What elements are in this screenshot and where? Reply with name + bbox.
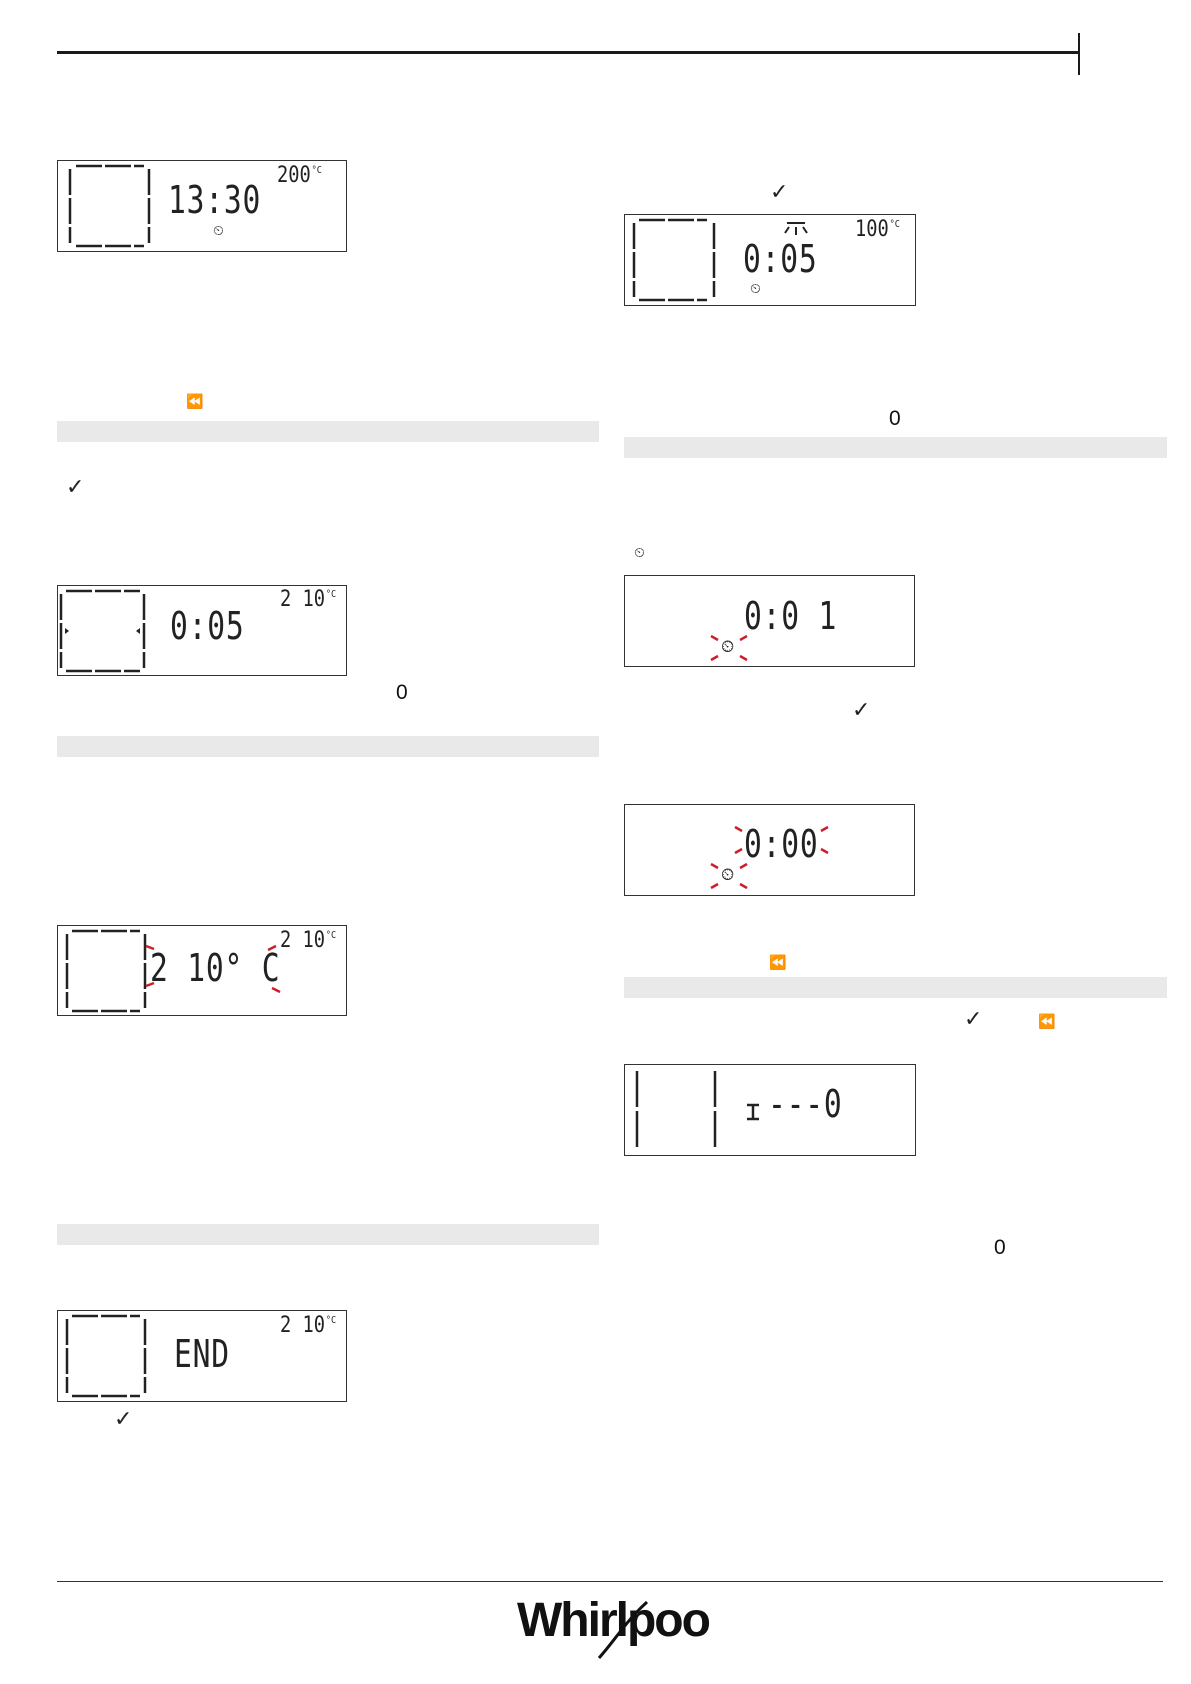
check-icon: ✓ — [770, 179, 789, 204]
lcd-main-readout: 0:00 — [744, 822, 819, 866]
timer-icon: ⏲ — [721, 865, 735, 884]
section-band-2 — [57, 736, 599, 757]
rewind-icon: ⏪ — [1038, 1013, 1056, 1029]
bottom-rule — [57, 1581, 1163, 1582]
top-tick — [1078, 33, 1080, 75]
lcd-temperature: 2 $10^{^\circ C}$ — [280, 928, 337, 953]
check-icon: ✓ — [66, 474, 85, 499]
lcd-display-end — [57, 1310, 347, 1402]
lcd-main-readout: 0:05 — [170, 604, 245, 648]
section-band-4 — [624, 437, 1167, 458]
lcd-display-delayed-start — [624, 214, 916, 306]
section-band-5 — [624, 977, 1167, 998]
lcd-display-setting — [624, 1064, 916, 1156]
rewind-icon: ⏪ — [769, 954, 787, 970]
check-icon: ✓ — [964, 1006, 983, 1031]
lcd-display-timer-set — [624, 575, 915, 667]
top-rule — [57, 51, 1079, 54]
lcd-temperature: 2 $10^{^\circ C}$ — [280, 1313, 337, 1338]
zero-glyph: 0 — [994, 1236, 1006, 1259]
lcd-display-temperature-setting — [57, 925, 347, 1016]
lcd-temperature: $200^{^\circ C}$ — [277, 163, 322, 188]
section-band-3 — [57, 1224, 599, 1245]
check-icon: ✓ — [114, 1406, 133, 1431]
whirlpool-logo — [515, 1590, 711, 1660]
timer-icon: ⏲ — [634, 544, 645, 560]
lcd-main-readout: END — [174, 1332, 230, 1376]
lcd-main-readout: ---0 — [768, 1082, 843, 1126]
lcd-temperature: $100^{^\circ C}$ — [855, 217, 900, 242]
clock-icon: ⏲ — [750, 280, 761, 296]
lcd-main-readout: 0:0 1 — [744, 594, 838, 638]
clock-icon: ⏲ — [213, 222, 224, 238]
whirlpool-logo-wordmark: Whirlpool — [517, 1594, 711, 1647]
lcd-display-timer-end — [624, 804, 915, 896]
rewind-icon: ⏪ — [186, 393, 204, 409]
lcd-temperature: 2 $10^{^\circ C}$ — [280, 587, 337, 612]
timer-icon: ⏲ — [721, 637, 735, 656]
section-band-1 — [57, 421, 599, 442]
lcd-main-readout: 0:05 — [743, 237, 818, 281]
zero-glyph: 0 — [396, 681, 408, 704]
check-icon: ✓ — [852, 697, 871, 722]
zero-glyph: 0 — [889, 407, 901, 430]
lcd-main-readout: 13:30 — [168, 178, 262, 222]
lcd-main-readout: 2 10° C — [150, 946, 281, 990]
lcd-display-cooking — [57, 585, 347, 676]
whirlpool-logo-graphic — [515, 1590, 711, 1660]
lcd-display-clock — [57, 160, 347, 252]
